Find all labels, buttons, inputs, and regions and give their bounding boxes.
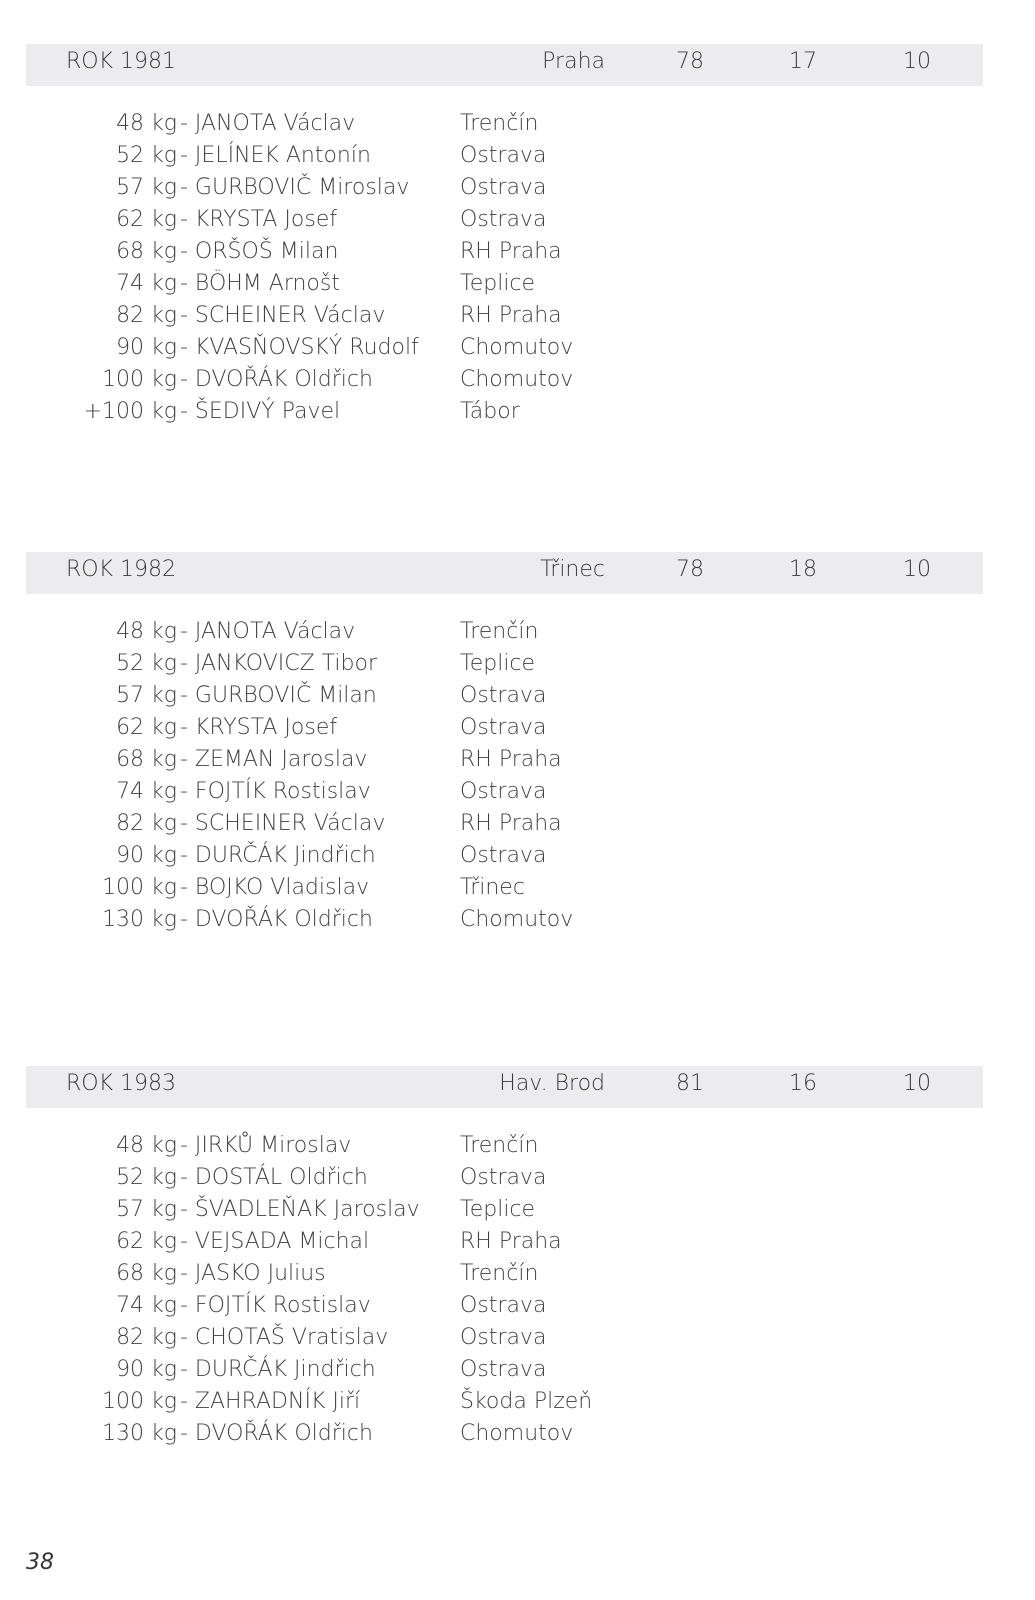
section-stat-2: 17	[789, 49, 817, 74]
athlete-name: - GURBOVIČ Milan	[180, 683, 377, 708]
section-1981	[0, 44, 1035, 428]
athlete-name: - JELÍNEK Antonín	[180, 143, 371, 168]
result-row	[0, 616, 1035, 648]
result-row	[0, 300, 1035, 332]
athlete-name: - JANOTA Václav	[180, 111, 356, 136]
result-row	[0, 680, 1035, 712]
athlete-club: Teplice	[460, 651, 536, 676]
athlete-club: Škoda Plzeň	[460, 1389, 593, 1414]
athlete-club: Trenčín	[460, 111, 539, 136]
weight-class: 52 kg	[116, 651, 177, 676]
athlete-club: Ostrava	[460, 175, 547, 200]
weight-class: 68 kg	[116, 239, 177, 264]
section-header	[26, 552, 983, 594]
results-list	[0, 616, 1035, 936]
athlete-club: Trenčín	[460, 619, 539, 644]
section-year: ROK 1981	[66, 49, 177, 74]
weight-class: 82 kg	[116, 303, 177, 328]
athlete-club: RH Praha	[460, 239, 562, 264]
athlete-name: - KRYSTA Josef	[180, 207, 338, 232]
section-stat-3: 10	[903, 49, 931, 74]
page-number: 38	[26, 1550, 54, 1575]
weight-class: 100 kg	[102, 875, 177, 900]
athlete-club: Chomutov	[460, 335, 574, 360]
athlete-club: Ostrava	[460, 683, 547, 708]
athlete-name: - JASKO Julius	[180, 1261, 326, 1286]
athlete-club: Ostrava	[460, 1357, 547, 1382]
athlete-name: - DVOŘÁK Oldřich	[180, 907, 373, 932]
athlete-name: - DURČÁK Jindřich	[180, 1357, 376, 1382]
athlete-club: Ostrava	[460, 779, 547, 804]
weight-class: 62 kg	[116, 207, 177, 232]
weight-class: 130 kg	[102, 907, 177, 932]
athlete-name: - DOSTÁL Oldřich	[180, 1165, 368, 1190]
athlete-club: Tábor	[460, 399, 520, 424]
athlete-name: - SCHEINER Václav	[180, 811, 386, 836]
weight-class: 82 kg	[116, 811, 177, 836]
athlete-name: - BOJKO Vladislav	[180, 875, 370, 900]
athlete-club: Třinec	[460, 875, 525, 900]
weight-class: 57 kg	[116, 683, 177, 708]
result-row	[0, 1322, 1035, 1354]
section-header	[26, 1066, 983, 1108]
result-row	[0, 1226, 1035, 1258]
athlete-club: RH Praha	[460, 747, 562, 772]
result-row	[0, 712, 1035, 744]
weight-class: 68 kg	[116, 747, 177, 772]
weight-class: 74 kg	[116, 1293, 177, 1318]
athlete-name: - ŠVADLEŇAK Jaroslav	[180, 1197, 420, 1222]
athlete-club: Ostrava	[460, 1165, 547, 1190]
result-row	[0, 140, 1035, 172]
weight-class: 74 kg	[116, 271, 177, 296]
athlete-name: - DVOŘÁK Oldřich	[180, 367, 373, 392]
result-row	[0, 236, 1035, 268]
section-stat-2: 16	[789, 1071, 817, 1096]
weight-class: 48 kg	[116, 1133, 177, 1158]
result-row	[0, 744, 1035, 776]
result-row	[0, 840, 1035, 872]
section-year: ROK 1982	[66, 557, 177, 582]
weight-class: 100 kg	[102, 367, 177, 392]
section-city: Praha	[542, 49, 605, 74]
weight-class: 57 kg	[116, 175, 177, 200]
athlete-club: Ostrava	[460, 715, 547, 740]
weight-class: 74 kg	[116, 779, 177, 804]
section-stat-3: 10	[903, 557, 931, 582]
athlete-club: Trenčín	[460, 1133, 539, 1158]
athlete-club: Chomutov	[460, 907, 574, 932]
weight-class: 82 kg	[116, 1325, 177, 1350]
athlete-club: Chomutov	[460, 1421, 574, 1446]
athlete-name: - KVASŇOVSKÝ Rudolf	[180, 335, 419, 360]
weight-class: 57 kg	[116, 1197, 177, 1222]
result-row	[0, 364, 1035, 396]
result-row	[0, 904, 1035, 936]
weight-class: 48 kg	[116, 111, 177, 136]
section-1983	[0, 1066, 1035, 1450]
result-row	[0, 396, 1035, 428]
results-list	[0, 108, 1035, 428]
athlete-name: - CHOTAŠ Vratislav	[180, 1325, 389, 1350]
athlete-name: - KRYSTA Josef	[180, 715, 338, 740]
weight-class: +100 kg	[83, 399, 177, 424]
athlete-name: - FOJTÍK Rostislav	[180, 1293, 371, 1318]
result-row	[0, 1162, 1035, 1194]
result-row	[0, 1290, 1035, 1322]
result-row	[0, 332, 1035, 364]
result-row	[0, 808, 1035, 840]
athlete-club: Trenčín	[460, 1261, 539, 1286]
section-1982	[0, 552, 1035, 936]
result-row	[0, 172, 1035, 204]
section-year: ROK 1983	[66, 1071, 177, 1096]
athlete-name: - JANOTA Václav	[180, 619, 356, 644]
result-row	[0, 648, 1035, 680]
athlete-name: - ZAHRADNÍK Jiří	[180, 1389, 361, 1414]
athlete-name: - DVOŘÁK Oldřich	[180, 1421, 373, 1446]
athlete-club: Ostrava	[460, 1293, 547, 1318]
athlete-club: Ostrava	[460, 1325, 547, 1350]
athlete-name: - JIRKŮ Miroslav	[180, 1133, 352, 1158]
results-list	[0, 1130, 1035, 1450]
weight-class: 62 kg	[116, 715, 177, 740]
athlete-name: - GURBOVIČ Miroslav	[180, 175, 410, 200]
section-stat-1: 78	[676, 557, 704, 582]
result-row	[0, 1194, 1035, 1226]
athlete-name: - ZEMAN Jaroslav	[180, 747, 368, 772]
result-row	[0, 1386, 1035, 1418]
result-row	[0, 776, 1035, 808]
result-row	[0, 872, 1035, 904]
athlete-club: RH Praha	[460, 303, 562, 328]
weight-class: 100 kg	[102, 1389, 177, 1414]
athlete-club: Ostrava	[460, 207, 547, 232]
weight-class: 90 kg	[116, 843, 177, 868]
weight-class: 68 kg	[116, 1261, 177, 1286]
weight-class: 130 kg	[102, 1421, 177, 1446]
section-city: Hav. Brod	[499, 1071, 605, 1096]
weight-class: 90 kg	[116, 335, 177, 360]
result-row	[0, 108, 1035, 140]
section-stat-1: 81	[676, 1071, 704, 1096]
athlete-name: - VEJSADA Michal	[180, 1229, 370, 1254]
section-stat-3: 10	[903, 1071, 931, 1096]
athlete-name: - BÖHM Arnošt	[180, 271, 340, 296]
weight-class: 62 kg	[116, 1229, 177, 1254]
athlete-club: RH Praha	[460, 1229, 562, 1254]
result-row	[0, 204, 1035, 236]
athlete-club: Ostrava	[460, 143, 547, 168]
athlete-club: Chomutov	[460, 367, 574, 392]
section-stat-2: 18	[789, 557, 817, 582]
athlete-name: - JANKOVICZ Tibor	[180, 651, 378, 676]
result-row	[0, 1258, 1035, 1290]
athlete-club: RH Praha	[460, 811, 562, 836]
section-city: Třinec	[540, 557, 605, 582]
athlete-name: - SCHEINER Václav	[180, 303, 386, 328]
athlete-name: - ORŠOŠ Milan	[180, 239, 339, 264]
athlete-club: Teplice	[460, 1197, 536, 1222]
weight-class: 48 kg	[116, 619, 177, 644]
result-row	[0, 268, 1035, 300]
athlete-club: Ostrava	[460, 843, 547, 868]
athlete-name: - FOJTÍK Rostislav	[180, 779, 371, 804]
result-row	[0, 1130, 1035, 1162]
weight-class: 52 kg	[116, 1165, 177, 1190]
weight-class: 52 kg	[116, 143, 177, 168]
section-header	[26, 44, 983, 86]
weight-class: 90 kg	[116, 1357, 177, 1382]
athlete-name: - ŠEDIVÝ Pavel	[180, 399, 341, 424]
result-row	[0, 1354, 1035, 1386]
section-stat-1: 78	[676, 49, 704, 74]
athlete-name: - DURČÁK Jindřich	[180, 843, 376, 868]
result-row	[0, 1418, 1035, 1450]
athlete-club: Teplice	[460, 271, 536, 296]
